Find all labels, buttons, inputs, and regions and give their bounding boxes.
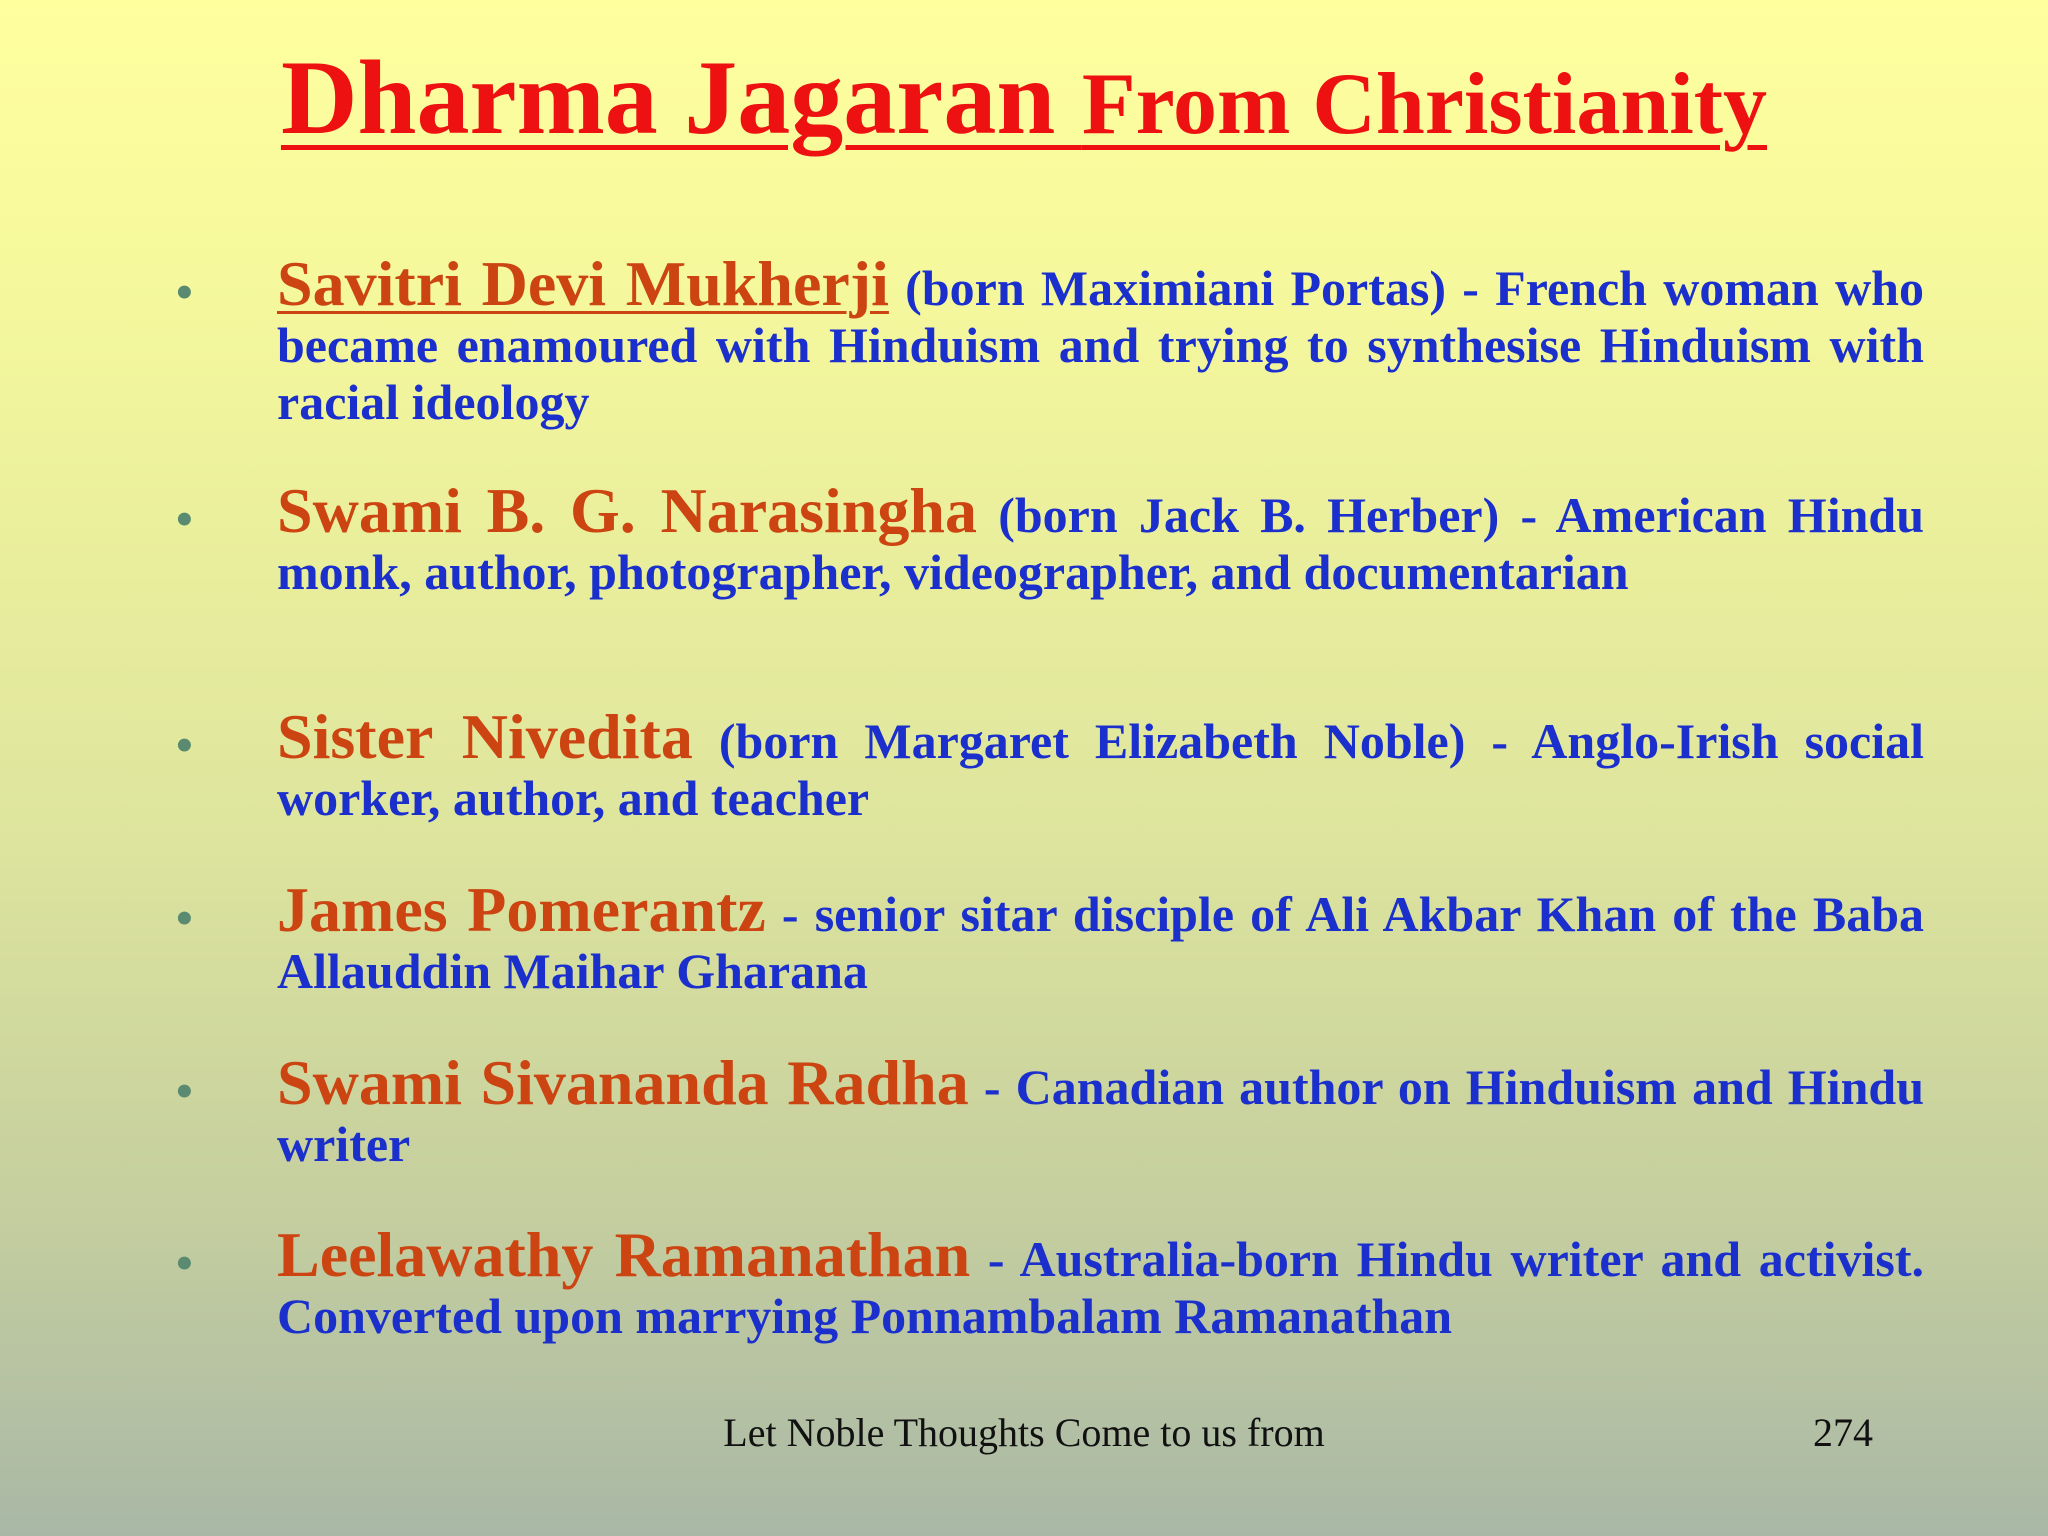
item-name: Leelawathy Ramanathan [277, 1219, 971, 1290]
footer-caption: Let Noble Thoughts Come to us from [723, 1410, 1325, 1455]
item-text [277, 701, 1925, 827]
item-description: (born Maximiani Portas) - French woman who became enamoured with Hinduism and trying to synthesise Hinduism with racial ideology [277, 260, 1924, 430]
item-description: - Canadian author on Hinduism and Hindu writer [277, 1059, 1925, 1172]
title-main: Dharma Jagaran [280, 39, 1082, 156]
title-sub: From Christianity [1081, 56, 1768, 153]
item-text [277, 475, 1925, 601]
item-name: Swami Sivananda Radha [277, 1047, 969, 1118]
item-description: - senior sitar disciple of Ali Akbar Khan of the Baba Allauddin Maihar Gharana [277, 886, 1924, 999]
item-text [277, 248, 1924, 431]
item-name: Sister Nivedita [277, 701, 693, 772]
item-name: Swami B. G. Narasingha [277, 475, 977, 546]
item-description: (born Jack B. Herber) - American Hindu monk, author, photographer, videographer, and documentarian [277, 487, 1925, 600]
bullet-icon: • [176, 892, 193, 945]
item-name: Savitri Devi Mukherji [277, 248, 889, 319]
item-description: (born Margaret Elizabeth Noble) - Anglo-Irish social worker, author, and teacher [277, 713, 1925, 826]
item-name: James Pomerantz [277, 874, 766, 945]
bullet-icon: • [176, 719, 193, 772]
page-number: 274 [1813, 1410, 1873, 1455]
bullet-icon: • [176, 266, 193, 319]
bullet-icon: • [176, 1065, 193, 1118]
item-description: - Australia-born Hindu writer and activist. Converted upon marrying Ponnambalam Ramanathan [277, 1231, 1925, 1344]
item-text [277, 1219, 1925, 1345]
slide-title [0, 40, 2048, 157]
bullet-icon: • [176, 1237, 193, 1290]
item-text [277, 874, 1924, 1000]
item-text [277, 1047, 1925, 1173]
bullet-icon: • [176, 493, 193, 546]
